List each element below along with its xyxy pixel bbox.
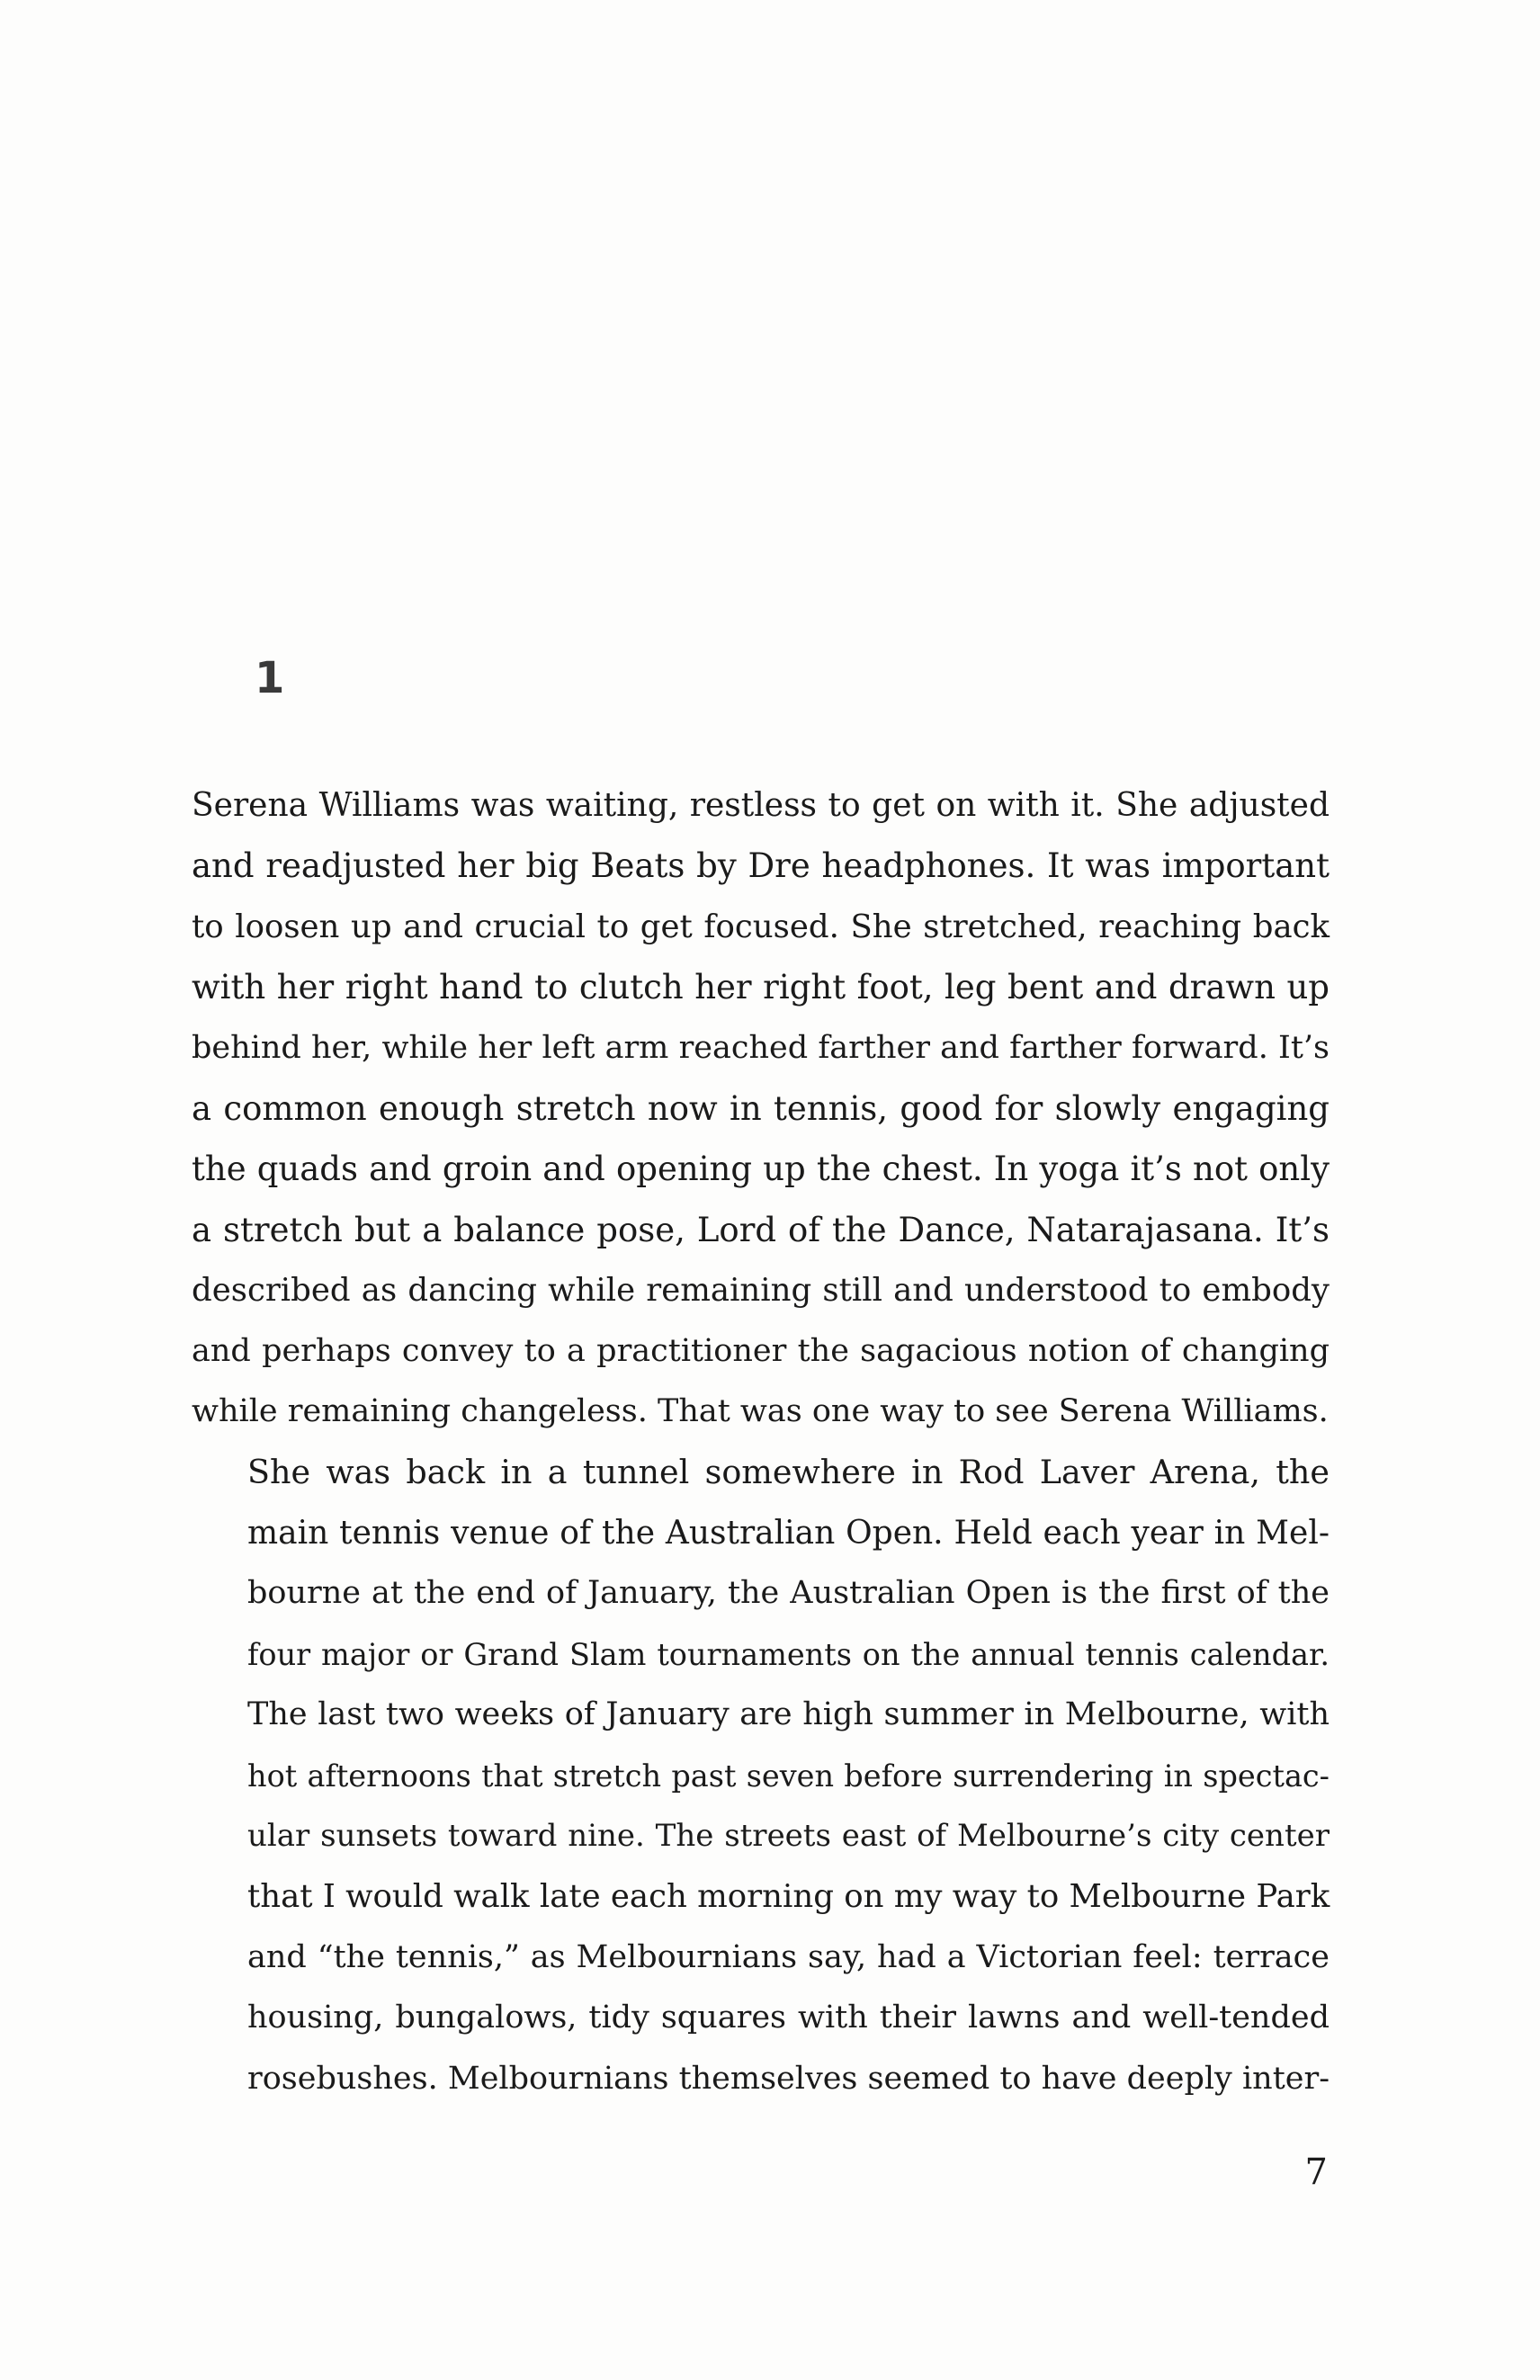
chapter-number: 1 bbox=[255, 653, 285, 703]
chapter-body-text bbox=[192, 775, 1330, 2109]
paragraph bbox=[192, 1442, 1330, 2108]
text-line: Serena Williams was waiting, restless to get on with it. She adjusted bbox=[192, 787, 1330, 824]
text-line: ular sunsets toward nine. The streets east of Melbourne’s city center bbox=[247, 1817, 1330, 1854]
text-line: four major or Grand Slam tournaments on the annual tennis calendar. bbox=[247, 1636, 1330, 1672]
text-line: behind her, while her left arm reached farther and farther forward. It’s bbox=[192, 1029, 1330, 1066]
text-line: a common enough stretch now in tennis, good for slowly engaging bbox=[192, 1089, 1330, 1129]
text-line: with her right hand to clutch her right foot, leg bent and drawn up bbox=[192, 968, 1330, 1007]
text-line: She was back in a tunnel somewhere in Rod Laver Arena, the bbox=[247, 1453, 1330, 1492]
text-line: The last two weeks of January are high summer in Melbourne, with bbox=[247, 1696, 1330, 1733]
text-line: and perhaps convey to a practitioner the sagacious notion of changing bbox=[192, 1332, 1330, 1369]
text-line: hot afternoons that stretch past seven before surrendering in spectac- bbox=[247, 1758, 1330, 1794]
text-line: main tennis venue of the Australian Open. Held each year in Mel- bbox=[247, 1514, 1330, 1552]
text-line: that I would walk late each morning on my way to Melbourne Park bbox=[247, 1878, 1330, 1916]
text-line: described as dancing while remaining still and understood to embody bbox=[192, 1272, 1330, 1310]
text-line: and readjusted her big Beats by Dre headphones. It was important bbox=[192, 846, 1330, 886]
text-line: the quads and groin and opening up the chest. In yoga it’s not only bbox=[192, 1150, 1330, 1189]
paragraph bbox=[192, 775, 1330, 1442]
text-line: rosebushes. Melbournians themselves seemed to have deeply inter- bbox=[247, 2060, 1330, 2097]
text-line: to loosen up and crucial to get focused. She stretched, reaching back bbox=[192, 908, 1330, 945]
text-line: bourne at the end of January, the Australian Open is the first of the bbox=[247, 1575, 1330, 1612]
page-number: 7 bbox=[1304, 2152, 1328, 2193]
text-line: a stretch but a balance pose, Lord of the Dance, Natarajasana. It’s bbox=[192, 1210, 1330, 1249]
text-line: housing, bungalows, tidy squares with their lawns and well-tended bbox=[247, 2000, 1330, 2036]
text-line: while remaining changeless. That was one way to see Serena Williams. bbox=[192, 1393, 1329, 1430]
text-line: and “the tennis,” as Melbournians say, had a Victorian feel: terrace bbox=[247, 1938, 1330, 1975]
